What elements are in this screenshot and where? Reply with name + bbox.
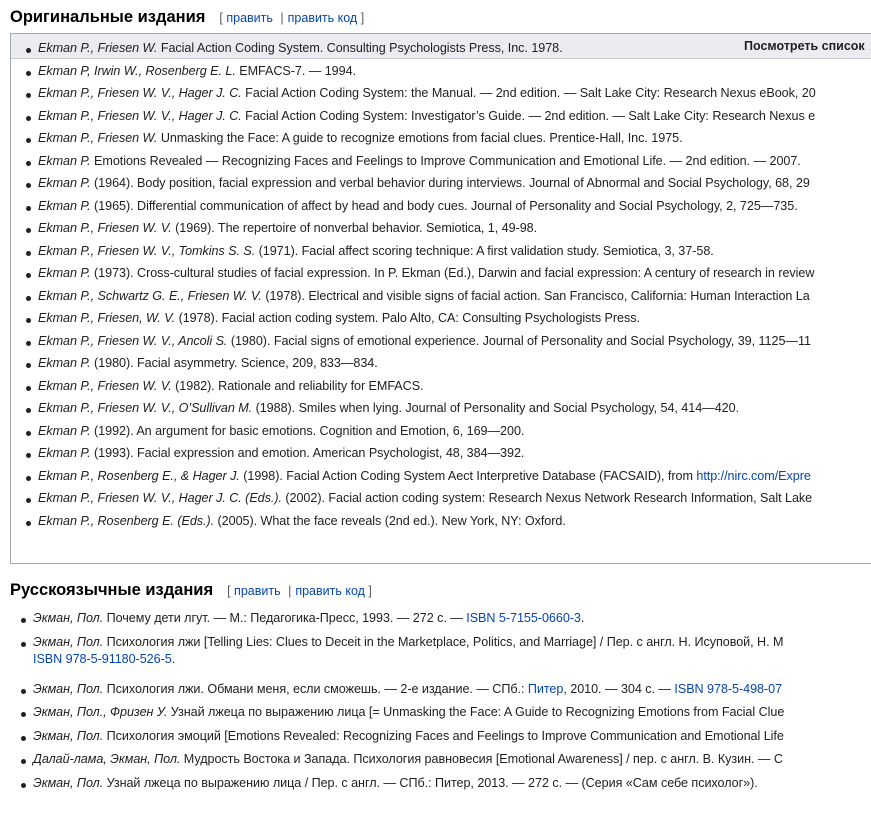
reference-author: Ekman P. [38,153,91,168]
reference-item [38,400,816,423]
reference-text: Психология лжи [Telling Lies: Clues to Deceit in the Marketplace, Politics, and Marriage] / Пер. с англ. Н. Исуповой, Н. М [103,634,784,649]
reference-text: (1982). Rationale and reliability for EMFACS. [171,378,424,393]
reference-author: Ekman P., Schwartz G. E., Friesen W. V. [38,288,262,303]
reference-text: (1964). Body position, facial expression and verbal behavior during interviews. Journal of Abnormal and Social Psychology, 68, 29 [90,176,810,190]
reference-author: Экман, Пол. [33,634,104,649]
reference-text: (2002). Facial action coding system: Research Nexus Network Research Information, Salt Lake [281,491,813,505]
reference-author: Ekman P., Friesen W. V. [38,221,172,235]
reference-text: Facial Action Coding System: the Manual. — 2nd edition. — Salt Lake City: Research Nexus eBook, 20 [241,86,816,100]
reference-item [38,265,816,288]
reference-author: Экман, Пол. [33,728,104,743]
reference-text: Психология эмоций [Emotions Revealed: Recognizing Faces and Feelings to Improve Communication and Emotional Life [103,728,784,743]
reference-text: (1965). Differential communication of affect by head and body cues. Journal of Personality and Social Psychology, 2, 725—735. [90,198,798,213]
reference-item [38,490,816,513]
reference-author: Ekman P., Friesen W. V., Hager J. C. (Eds.). [38,491,282,505]
reference-item [33,704,784,728]
reference-author: Ekman P. [38,266,91,280]
isbn-link[interactable]: ISBN 978-5-91180-526-5 [33,651,172,666]
reference-text: Facial Action Coding System: Investigator’s Guide. — 2nd edition. — Salt Lake City: Research Nexus e [241,108,816,123]
reference-text: (1969). The repertoire of nonverbal behavior. Semiotica, 1, 49-98. [171,221,538,235]
reference-text: (1978). Electrical and visible signs of facial action. San Francisco, California: Human Interaction La [261,288,810,303]
reference-item [38,63,816,86]
reference-text: Emotions Revealed — Recognizing Faces and Feelings to Improve Communication and Emotional Life. — 2nd edition. — 2007. [90,153,801,168]
reference-item [38,310,816,333]
reference-item [38,198,816,221]
reference-author: Ekman P., Friesen W. [38,131,158,145]
reference-tail: . [580,611,585,625]
edit-code-link-russian[interactable]: править код [295,584,365,598]
edit-link[interactable]: править [226,11,273,25]
section-heading-original [10,8,364,27]
reference-item [38,40,816,63]
reference-author: Ekman P., Rosenberg E. (Eds.). [38,513,215,528]
reference-author: Далай-лама, Экман, Пол. [33,752,181,767]
edit-section-links: [ править | править код ] [219,11,365,25]
reference-text: Facial Action Coding System. Consulting Psychologists Press, Inc. 1978. [157,41,563,55]
reference-text: (1980). Facial signs of emotional experience. Journal of Personality and Social Psychology, 39, 1125—11 [227,333,811,348]
reference-item [33,681,784,705]
section-heading-russian [10,581,372,600]
reference-item [38,153,816,176]
reference-author: Ekman P., Friesen W. V., Ancoli S. [38,333,228,348]
reference-author: Ekman P. [38,356,91,370]
reference-author: Ekman P. [38,423,91,438]
reference-author: Экман, Пол. [33,611,104,625]
reference-text: Почему дети лгут. — М.: Педагогика-Пресс, 1993. — 272 с. — [103,611,467,625]
reference-link[interactable]: ISBN 5-7155-0660-3 [466,611,581,625]
reference-text: (2005). What the face reveals (2nd ed.). New York, NY: Oxford. [214,513,566,528]
edit-code-link[interactable]: править код [287,11,358,25]
section-title-russian: Русскоязычные издания [10,581,214,599]
reference-item [38,288,816,311]
reference-link[interactable]: Питер [527,681,564,696]
reference-item [33,610,784,634]
russian-editions-list [33,610,784,799]
section-title-original: Оригинальные издания [10,8,206,26]
reference-text: Психология лжи. Обмани меня, если сможешь. — 2-е издание. — СПб.: [103,681,528,696]
reference-tail: . [171,651,176,666]
isbn-link[interactable]: ISBN 978-5-498-07 [674,681,783,696]
reference-author: Ekman P. [38,198,91,213]
reference-author: Ekman P., Friesen W. V., Hager J. C. [38,86,242,100]
reference-text: (1988). Smiles when lying. Journal of Personality and Social Psychology, 54, 414—420. [252,401,740,415]
reference-author: Ekman P., Friesen W. V., Hager J. C. [38,108,242,123]
reference-item [38,333,816,356]
reference-item [38,468,816,491]
reference-text: (1998). Facial Action Coding System Aect Interpretive Database (FACSAID), from [239,468,697,483]
reference-text: (1978). Facial action coding system. Palo Alto, CA: Consulting Psychologists Press. [175,311,640,325]
reference-author: Ekman P., Friesen, W. V. [38,311,176,325]
reference-item [38,513,816,536]
reference-author: Ekman P., Friesen W. [38,41,158,55]
reference-item [38,423,816,446]
reference-item [33,634,784,681]
reference-item [38,445,816,468]
reference-item [38,130,816,153]
reference-item [38,220,816,243]
reference-author: Ekman P., Friesen W. V., Tomkins S. S. [38,243,256,258]
reference-item [38,355,816,378]
reference-author: Ekman P., Friesen W. V. [38,378,172,393]
show-list-toggle[interactable]: Посмотреть список [744,39,865,53]
reference-text-continued: , 2010. — 304 с. — [563,681,675,696]
edit-section-links-russian: [ править | править код ] [227,584,372,598]
reference-item [38,243,816,266]
reference-item [33,728,784,752]
reference-text: Узнай лжеца по выражению лица [= Unmasking the Face: A Guide to Recognizing Emotions from Facial Clue [167,705,785,720]
reference-item [33,775,784,799]
original-editions-list [38,40,816,535]
reference-author: Экман, Пол. [33,681,104,696]
edit-link-russian[interactable]: править [234,584,281,598]
reference-item [38,85,816,108]
reference-text: (1971). Facial affect scoring technique: A first validation study. Semiotica, 3, 37-58. [255,243,714,258]
reference-author: Ekman P., Rosenberg E., & Hager J. [38,468,240,483]
reference-text: (1993). Facial expression and emotion. American Psychologist, 48, 384—392. [90,446,525,460]
reference-author: Ekman P. [38,176,91,190]
reference-text: Мудрость Востока и Запада. Психология равновесия [Emotional Awareness] / пер. с англ. В. Кузин. — С [180,752,783,767]
reference-url-link[interactable]: http://nirc.com/Expre [696,468,811,483]
reference-text: (1980). Facial asymmetry. Science, 209, 833—834. [90,356,378,370]
reference-text: Узнай лжеца по выражению лица / Пер. с англ. — СПб.: Питер, 2013. — 272 с. — (Серия «Сам себе психолог»). [103,775,758,790]
reference-item [38,378,816,401]
reference-author: Экман, Пол. [33,775,104,790]
reference-author: Экман, Пол., Фризен У. [33,705,168,720]
reference-item [33,751,784,775]
reference-author: Ekman P. [38,446,91,460]
reference-author: Ekman P., Friesen W. V., O’Sullivan M. [38,401,253,415]
reference-text: EMFACS-7. — 1994. [235,63,356,78]
reference-item [38,175,816,198]
reference-text: (1973). Cross-cultural studies of facial expression. In P. Ekman (Ed.), Darwin and facial expression: A century of research in review [90,266,815,280]
reference-text: Unmasking the Face: A guide to recognize emotions from facial clues. Prentice-Hall, Inc. 1975. [157,131,683,145]
reference-author: Ekman P, Irwin W., Rosenberg E. L. [38,63,236,78]
reference-text: (1992). An argument for basic emotions. Cognition and Emotion, 6, 169—200. [90,423,525,438]
reference-item [38,108,816,131]
